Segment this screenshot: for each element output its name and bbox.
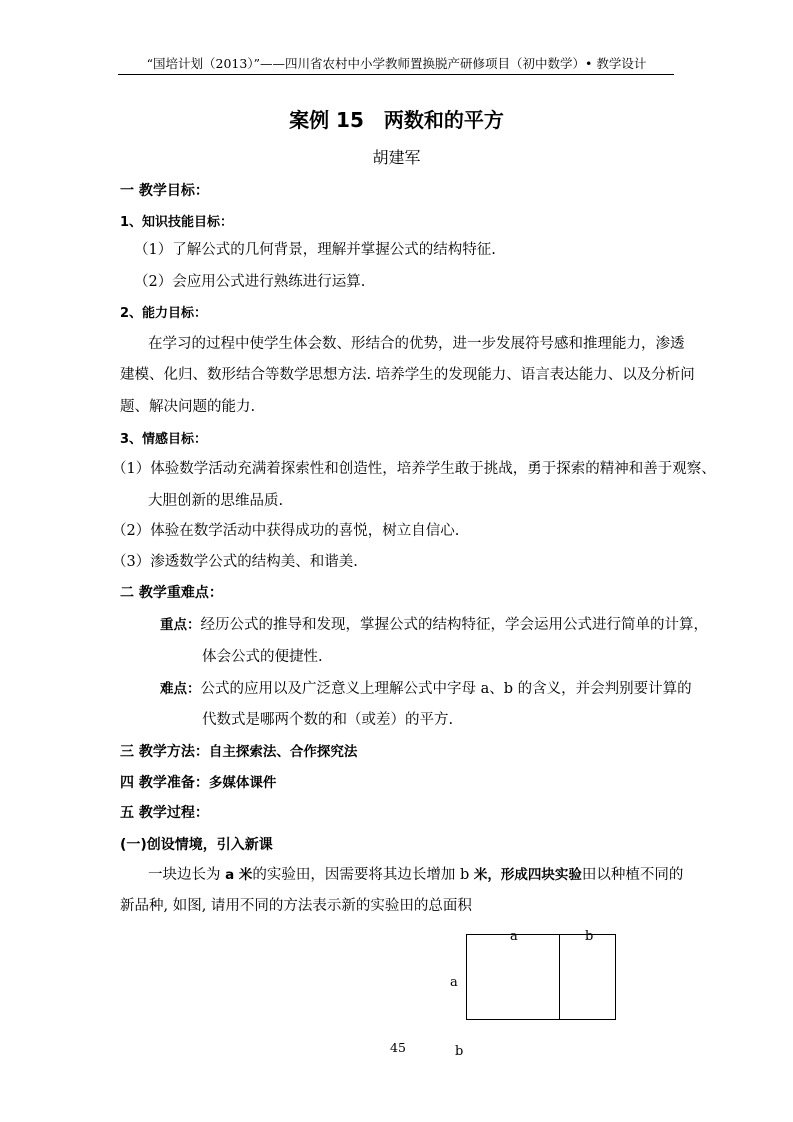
section-2-heading: 二 教学重难点： bbox=[120, 585, 223, 601]
ability-line-3: 题、解决问题的能力. bbox=[120, 399, 256, 415]
emotion-line-4: （3）渗透数学公式的结构美、和谐美. bbox=[112, 554, 358, 570]
ability-line-2: 建模、化归、数形结合等数学思想方法. 培养学生的发现能力、语言表达能力、以及分析问 bbox=[120, 367, 695, 383]
para-text-2: 的实验田，因需要将其边长增加 b bbox=[252, 867, 474, 883]
section-3 bbox=[120, 740, 357, 761]
page-title: 案例 15 两数和的平方 bbox=[289, 108, 504, 132]
section-5-heading: 五 教学过程： bbox=[120, 805, 209, 821]
figure-outer-square bbox=[466, 934, 616, 1020]
knowledge-goal-heading: 1、知识技能目标： bbox=[120, 215, 234, 230]
key-point-label: 重点： bbox=[160, 617, 201, 633]
header-rule bbox=[118, 74, 674, 75]
difficult-point-line-2: 代数式是哪两个数的和（或差）的平方. bbox=[202, 712, 454, 728]
difficult-point-line-1: 公式的应用以及广泛意义上理解公式中字母 a、b 的含义，并会判别要计算的 bbox=[200, 681, 692, 697]
page-number: 45 bbox=[390, 1040, 406, 1055]
para-text-3: 田以种植不同的 bbox=[581, 867, 684, 883]
knowledge-item-1: （1）了解公式的几何背景，理解并掌握公式的结构特征. bbox=[134, 242, 496, 258]
section-4-heading: 四 教学准备： bbox=[120, 775, 209, 791]
para-text-1: 一块边长为 bbox=[148, 867, 226, 883]
page-header: “国培计划（2013）”——四川省农村中小学教师置换脱产研修项目（初中数学）• 教学设计 bbox=[146, 56, 647, 71]
figure-label-top-b: b bbox=[585, 929, 594, 944]
key-point bbox=[160, 613, 708, 634]
knowledge-item-2: （2）会应用公式进行熟练进行运算. bbox=[134, 274, 366, 290]
ability-line-1: 在学习的过程中使学生体会数、形结合的优势，进一步发展符号感和推理能力，渗透 bbox=[148, 336, 685, 352]
para-bold-1: a 米 bbox=[225, 867, 253, 883]
para-bold-2: 米，形成四块实验 bbox=[473, 867, 582, 883]
emotion-line-1: （1）体验数学活动充满着探索性和创造性，培养学生敢于挑战，勇于探索的精神和善于观察、 bbox=[112, 461, 716, 477]
figure-label-bottom-b: b bbox=[455, 1044, 464, 1059]
intro-paragraph-line-1 bbox=[148, 863, 683, 884]
emotion-line-2: 大胆创新的思维品质. bbox=[148, 493, 284, 509]
teaching-methods: 自主探索法、合作探究法 bbox=[208, 744, 358, 760]
key-point-line-2: 体会公式的便捷性. bbox=[202, 649, 323, 665]
figure-label-left-a: a bbox=[450, 975, 458, 990]
difficult-point-label: 难点： bbox=[160, 681, 201, 697]
author: 胡建军 bbox=[372, 148, 421, 167]
emotion-line-3: （2）体验在数学活动中获得成功的喜悦，树立自信心. bbox=[112, 523, 460, 539]
section-3-heading: 三 教学方法： bbox=[120, 744, 209, 760]
subsection-heading: (一)创设情境，引入新课 bbox=[120, 837, 273, 853]
ability-goal-heading: 2、能力目标： bbox=[120, 306, 208, 321]
intro-paragraph-line-2: 新品种, 如图, 请用不同的方法表示新的实验田的总面积 bbox=[120, 898, 472, 914]
section-1-heading: 一 教学目标： bbox=[120, 183, 209, 199]
difficult-point bbox=[160, 677, 692, 698]
teaching-materials: 多媒体课件 bbox=[208, 775, 277, 791]
figure-divider bbox=[559, 934, 560, 1020]
key-point-line-1: 经历公式的推导和发现，掌握公式的结构特征，学会运用公式进行简单的计算， bbox=[200, 617, 708, 633]
section-4 bbox=[120, 771, 276, 792]
emotion-goal-heading: 3、情感目标： bbox=[120, 432, 208, 447]
figure-label-top-a: a bbox=[510, 929, 518, 944]
